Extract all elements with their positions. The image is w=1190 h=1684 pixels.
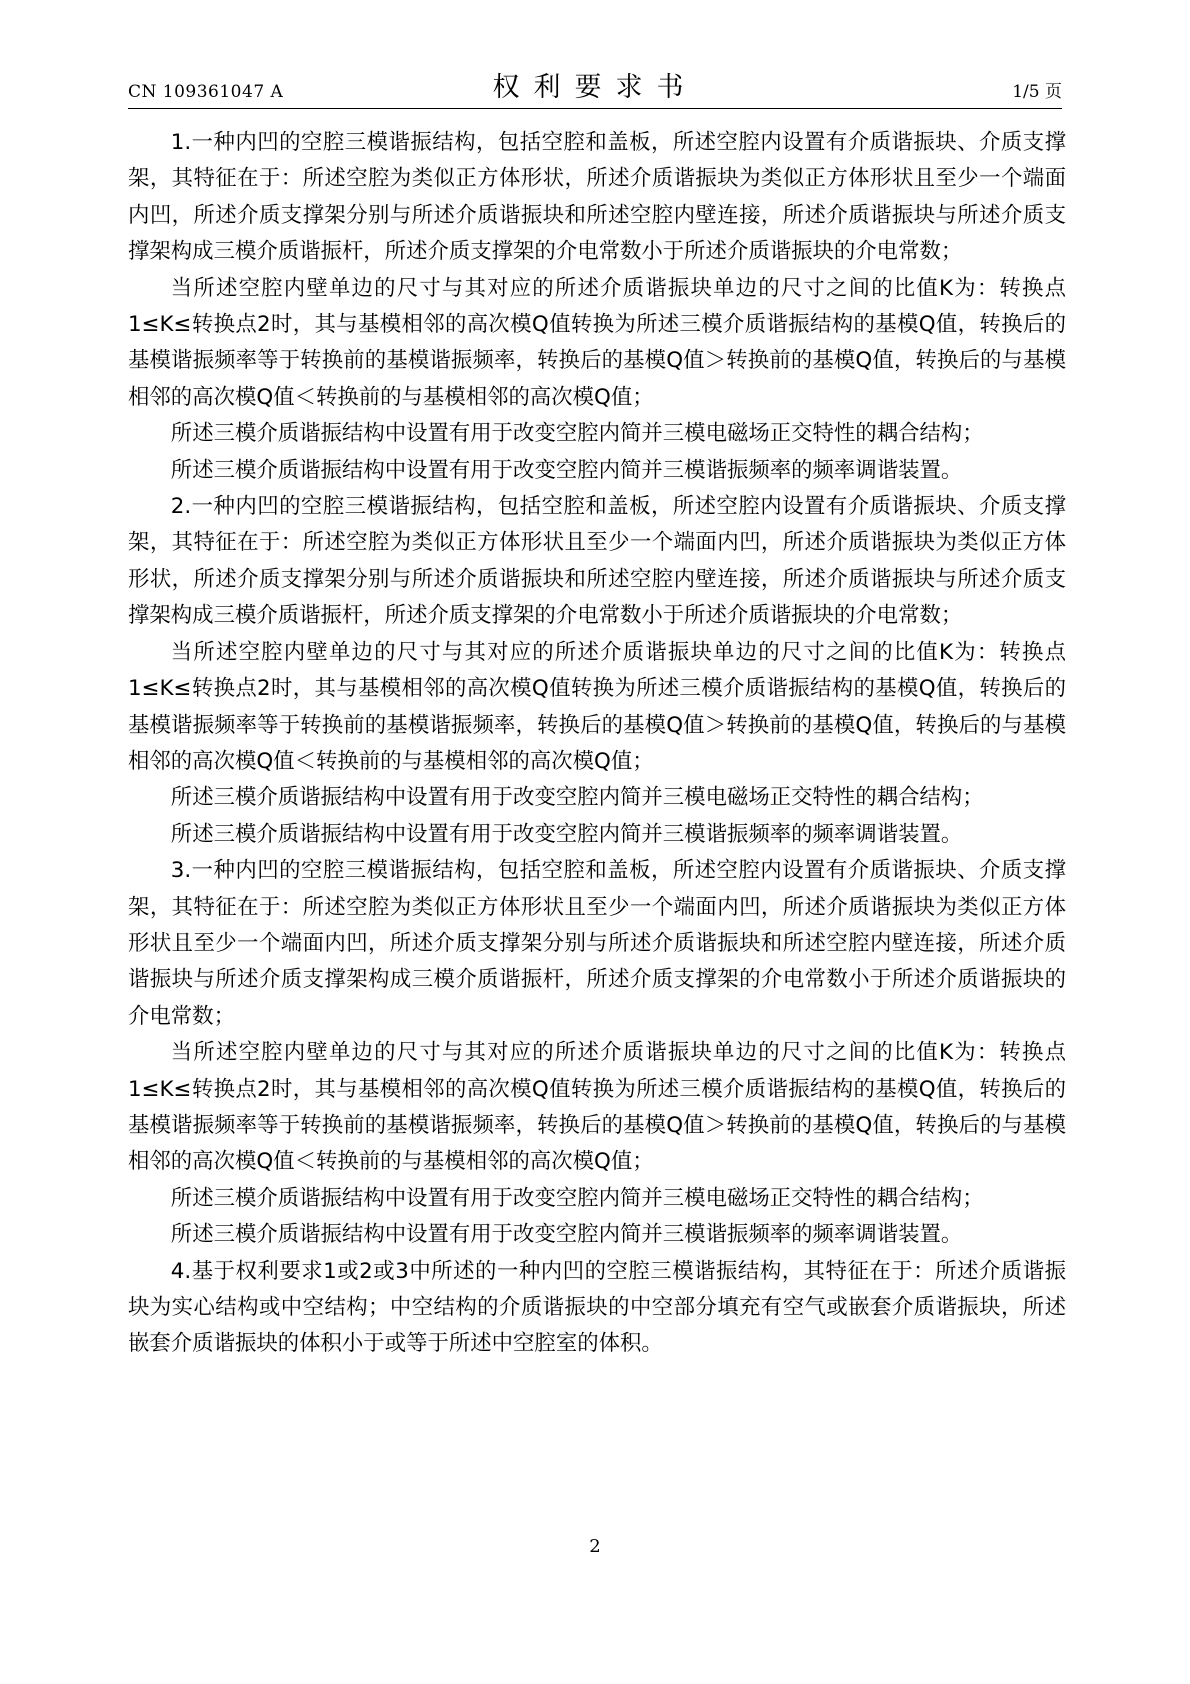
page-number: 2: [589, 1536, 601, 1557]
claim-paragraph: 2.一种内凹的空腔三模谐振结构，包括空腔和盖板，所述空腔内设置有介质谐振块、介质支撑架，其特征在于：所述空腔为类似正方体形状且至少一个端面内凹，所述介质谐振块为类似正方体形状，所述介质支撑架分别与所述介质谐振块和所述空腔内壁连接，所述介质谐振块与所述介质支撑架构成三模介质谐振杆，所述介质支撑架的介电常数小于所述介质谐振块的介电常数；: [128, 494, 1066, 629]
claim-paragraph: 所述三模介质谐振结构中设置有用于改变空腔内简并三模谐振频率的频率调谐装置。: [170, 1222, 963, 1248]
claim-paragraph: 所述三模介质谐振结构中设置有用于改变空腔内简并三模谐振频率的频率调谐装置。: [170, 457, 963, 483]
header-rule: [128, 108, 1062, 109]
claim-paragraph: 当所述空腔内壁单边的尺寸与其对应的所述介质谐振块单边的尺寸之间的比值K为：转换点1≤K≤转换点2时，其与基模相邻的高次模Q值转换为所述三模介质谐振结构的基模Q值，转换后的基模谐振频率等于转换前的基模谐振频率，转换后的基模Q值＞转换前的基模Q值，转换后的与基模相邻的高次模Q值＜转换前的与基模相邻的高次模Q值；: [128, 275, 1066, 410]
publication-number: CN 109361047 A: [128, 82, 284, 102]
claim-paragraph: 当所述空腔内壁单边的尺寸与其对应的所述介质谐振块单边的尺寸之间的比值K为：转换点1≤K≤转换点2时，其与基模相邻的高次模Q值转换为所述三模介质谐振结构的基模Q值，转换后的基模谐振频率等于转换前的基模谐振频率，转换后的基模Q值＞转换前的基模Q值，转换后的与基模相邻的高次模Q值＜转换前的与基模相邻的高次模Q值；: [128, 639, 1066, 774]
claim-paragraph: 1.一种内凹的空腔三模谐振结构，包括空腔和盖板，所述空腔内设置有介质谐振块、介质支撑架，其特征在于：所述空腔为类似正方体形状，所述介质谐振块为类似正方体形状且至少一个端面内凹，所述介质支撑架分别与所述介质谐振块和所述空腔内壁连接，所述介质谐振块与所述介质支撑架构成三模介质谐振杆，所述介质支撑架的介电常数小于所述介质谐振块的介电常数；: [128, 130, 1066, 265]
document-title: 权利要求书: [492, 72, 698, 103]
page-count: 1/5 页: [1012, 82, 1062, 102]
claims-body: [128, 125, 1066, 1363]
claim-paragraph: 所述三模介质谐振结构中设置有用于改变空腔内简并三模电磁场正交特性的耦合结构；: [170, 785, 984, 811]
claim-paragraph: 4.基于权利要求1或2或3中所述的一种内凹的空腔三模谐振结构，其特征在于：所述介质谐振块为实心结构或中空结构；中空结构的介质谐振块的中空部分填充有空气或嵌套介质谐振块，所述嵌套介质谐振块的体积小于或等于所述中空腔室的体积。: [128, 1258, 1066, 1357]
page-header: [128, 66, 1062, 110]
claim-paragraph: 所述三模介质谐振结构中设置有用于改变空腔内简并三模电磁场正交特性的耦合结构；: [170, 421, 984, 447]
claim-paragraph: 所述三模介质谐振结构中设置有用于改变空腔内简并三模电磁场正交特性的耦合结构；: [170, 1185, 984, 1211]
claim-paragraph: 所述三模介质谐振结构中设置有用于改变空腔内简并三模谐振频率的频率调谐装置。: [170, 821, 963, 847]
claim-paragraph: 3.一种内凹的空腔三模谐振结构，包括空腔和盖板，所述空腔内设置有介质谐振块、介质支撑架，其特征在于：所述空腔为类似正方体形状且至少一个端面内凹，所述介质谐振块为类似正方体形状且至少一个端面内凹，所述介质支撑架分别与所述介质谐振块和所述空腔内壁连接，所述介质谐振块与所述介质支撑架构成三模介质谐振杆，所述介质支撑架的介电常数小于所述介质谐振块的介电常数；: [128, 858, 1066, 1029]
claim-paragraph: 当所述空腔内壁单边的尺寸与其对应的所述介质谐振块单边的尺寸之间的比值K为：转换点1≤K≤转换点2时，其与基模相邻的高次模Q值转换为所述三模介质谐振结构的基模Q值，转换后的基模谐振频率等于转换前的基模谐振频率，转换后的基模Q值＞转换前的基模Q值，转换后的与基模相邻的高次模Q值＜转换前的与基模相邻的高次模Q值；: [128, 1040, 1066, 1175]
